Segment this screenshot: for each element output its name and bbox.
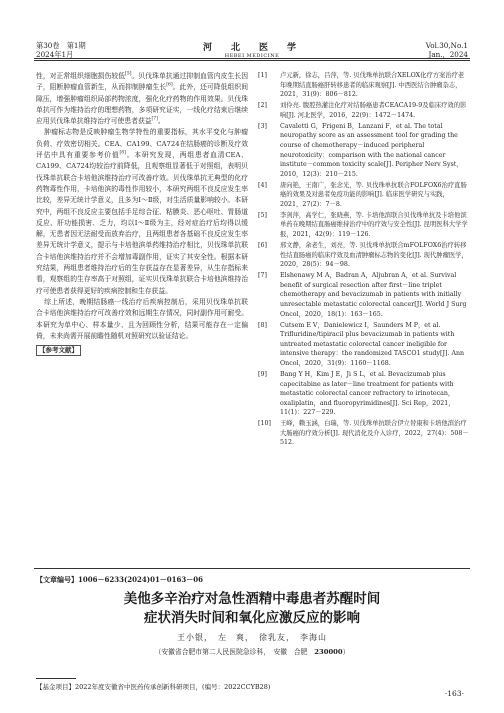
- paragraph-2: [36, 127, 248, 296]
- reference-item: [258, 71, 470, 100]
- date-cn: 2024年1月: [36, 50, 74, 59]
- funding-note: 【基金项目】2022年度安徽省中医药传承创新科研项目，(编号：2022CCYB28): [36, 683, 271, 691]
- title-line-1: 美他多辛治疗对急性酒精中毒患者苏醒时间: [123, 591, 381, 607]
- affiliation-text: （安徽省合肥市第二人民医院急诊科， 安徽 合肥: [154, 648, 315, 656]
- reference-item: [258, 321, 470, 369]
- citation-5: [5]: [125, 71, 132, 77]
- reference-text: Cavaletti G，Frigeni B，Lanzani F，et al. The total neuropathy score as an assessment tool for grading the course of chemotherapy－induced peripheral neurotoxicity：comparison with the national cancer institute－common toxicity scale[J]. Peripher Nerv Syst，2010，12(3)：210－215.: [280, 122, 463, 178]
- reference-number: [10]: [258, 420, 271, 428]
- reference-text: 卢元新，徐志，吕萍，等. 贝伐珠单抗联合XELOX化疗方案治疗老年晚期结直肠癌肝转移患者的临床观察[J]. 中西医结合肿瘤杂志，2021，31(9)：806－812.: [280, 72, 465, 99]
- page-number: ·163·: [444, 689, 464, 698]
- reference-item: [258, 271, 470, 319]
- affiliation: [0, 646, 504, 656]
- reference-number: [7]: [258, 272, 267, 280]
- reference-number: [9]: [258, 370, 267, 378]
- header-right: [426, 41, 468, 59]
- p1c-text: 。此外，还可降低组织间隙压，增强肿瘤组织局部药物浓度，强化化疗药物的作用效果。贝伐珠单抗可作为维持治疗的理想药物，多项研究证实，一线化疗结束后继续应用贝伐珠单抗维持治疗可使患者获益: [36, 83, 249, 126]
- header-rule-thick: [34, 58, 470, 59]
- article-number: 【文章编号】1006－6233(2024)01－0163－06: [36, 575, 204, 584]
- reference-text: 李剑萍，高学仁，张晓燕，等. 卡培他滨联合贝伐珠单抗及卡培他滨单药在晚期结直肠癌维持治疗中的疗效与安全性[J]. 昆明医科大学学报，2021，42(9)：119－126.: [280, 211, 468, 239]
- reference-text: 王峰，赖玉涵，白瑞，等. 贝伐珠单抗联合伊立替康和卡培他滨治疗大肠癌的疗效分析[J]. 现代消化及介入诊疗，2022，27(4)：508－512.: [280, 420, 469, 447]
- reference-text: Bang Y H，Kim J E，Ji S L，et al. Bevacizumab plus capecitabine as later－line treatment for patients with metastatic colorectal cancer refractory to irinotecan，oxaliplatin，and fluoropyrimidines[J]. Sci Rep，2021，11(1)：227－229.: [280, 370, 455, 417]
- volume-issue-en: Vol.30,No.1: [425, 41, 468, 50]
- affiliation-close: ）: [342, 648, 350, 656]
- references-label: 【参考文献】: [36, 345, 81, 356]
- right-column-references: [258, 71, 470, 449]
- p1-text: 性，对正常组织细胞损伤较低: [36, 72, 126, 80]
- title-line-2: 症状消失时间和氧化应激反应的影响: [144, 610, 360, 626]
- reference-number: [8]: [258, 321, 267, 329]
- reference-item: [258, 211, 470, 240]
- paragraph-1: [36, 71, 248, 127]
- reference-text: 刘伶亮. 腹腔热灌注化疗对结肠癌患者CEACA19-9及临床疗效的影响[J]. 河北医学，2016，22(9)：1472－1474.: [280, 102, 467, 119]
- volume-issue-cn: 第30卷 第1期: [36, 41, 86, 50]
- reference-number: [4]: [258, 181, 267, 189]
- p2-text: 肿瘤标志物是反映肿瘤生物学特性的重要指标，其水平变化与肿瘤负荷、疗效密切相关。CEA、CA199、CA724在结肠癌的诊断及疗效评估中具有重要参考价值: [36, 128, 248, 160]
- reference-number: [1]: [258, 72, 267, 79]
- reference-number: [2]: [258, 102, 267, 110]
- reference-item: [258, 419, 470, 448]
- p1d-text: 。: [157, 117, 165, 126]
- citation-6: [6]: [166, 83, 173, 89]
- reference-item: [258, 122, 470, 180]
- section-rule: [34, 568, 470, 569]
- p2b-text: 。本研究发现，两组患者血清CEA、CA199、CA724均较治疗前降低，且观察组显著低于对照组，表明贝伐珠单抗联合卡培他滨维持治疗可改善疗效。贝伐珠单抗无典型的化疗药物毒性作用，卡培他滨的毒性作用较小，本研究两组不良反应发生率比较，差异无统计学意义，且多为Ⅰ～Ⅱ级，对生活质量影响较小。本研究中，两组不良反应主要包括手足综合征、粘膜炎、恶心呕吐、胃肠道反应、肝功能损害、乏力，均以Ⅰ～Ⅱ级为主，经对症治疗后均得以缓解，无患者因无法耐受而放弃治疗，且两组患者各基础不良反应发生率差异无统计学意义，提示与卡培他滨单药维持治疗相比，贝伐珠单抗联合卡培他滨维持治疗并不会增加毒副作用，证实了其安全性。根据本研究结果，两组患者维持治疗后的生存获益存在显著差异，从生存指标来看，观察组的生存率高于对照组，证实贝伐珠单抗联合卡培他滨维持治疗可使患者获得更好的疾病控制和生存获益。: [36, 151, 249, 295]
- postal-code: 230000: [314, 648, 343, 656]
- journal-name-en: HEBEI MEDICINE: [224, 53, 280, 59]
- reference-text: 邢文静，余老生，刘亮，等. 贝伐珠单抗联合mFOLFOX6治疗转移性结直肠癌的临床疗效及血清肿瘤标志物的变化[J]. 现代肿瘤医学，2020，28(5)：94－98.: [280, 242, 468, 269]
- reference-item: [258, 241, 470, 270]
- reference-item: [258, 181, 470, 210]
- footnote-rule: [36, 678, 76, 679]
- reference-number: [6]: [258, 242, 267, 250]
- left-column: [36, 71, 248, 356]
- reference-number: [3]: [258, 122, 267, 130]
- reference-text: 唐向艳，王南广，张念光，等. 贝伐珠单抗联合FOLFOX6治疗直肠癌的效果及对患者免疫功能的影响[J]. 临床医学研究与实践，2021，27(2)：7－8.: [280, 181, 467, 208]
- citation-8: [8]: [119, 150, 126, 156]
- citation-7: [7]: [151, 116, 158, 122]
- article-title: [0, 590, 504, 628]
- p1b-text: 。贝伐珠单抗通过抑制血管内皮生长因子，阻断肿瘤血管新生，从而抑制肿瘤生长: [36, 72, 249, 92]
- paragraph-3: 综上所述，晚期结肠癌一线治疗后疾病控制后，采用贝伐珠单抗联合卡培他滨维持治疗可改善疗效和远期生存情况，同时副作用可耐受。本研究为单中心、样本量少、且为回顾性分析，结果可能存在一定偏倚，未来尚需开展前瞻性随机对照研究以验证结论。: [36, 297, 248, 340]
- reference-number: [5]: [258, 211, 267, 219]
- reference-text: Elshenawy M A，Badran A，Aljubran A，et al. Survival benefit of surgical resection after first－line triplet chemotherapy and bevacizumab in patients with initially unresectable metastatic colorectal cancer[J]. World J Surg Oncol，2020，18(1)：163－165.: [280, 272, 467, 318]
- reference-item: [258, 101, 470, 120]
- header-rule-thin: [34, 60, 470, 61]
- authors: 王小银， 左 爽， 徐乳友， 李海山: [177, 633, 327, 642]
- date-en: Jan.，2024: [428, 50, 468, 59]
- journal-name-cn: 河 北 医 学: [202, 43, 301, 53]
- reference-text: Cutsem E V，Danielewicz I，Saunders M P，et al. Trifluridine/tipiracil plus bevacizumab in patients with untreated metastatic colorectal cancer ineligible for intensive therapy：the randomized TASCO1 study[J]. Ann Oncol，2020，31(9)：1160－1168.: [280, 321, 465, 367]
- reference-item: [258, 370, 470, 418]
